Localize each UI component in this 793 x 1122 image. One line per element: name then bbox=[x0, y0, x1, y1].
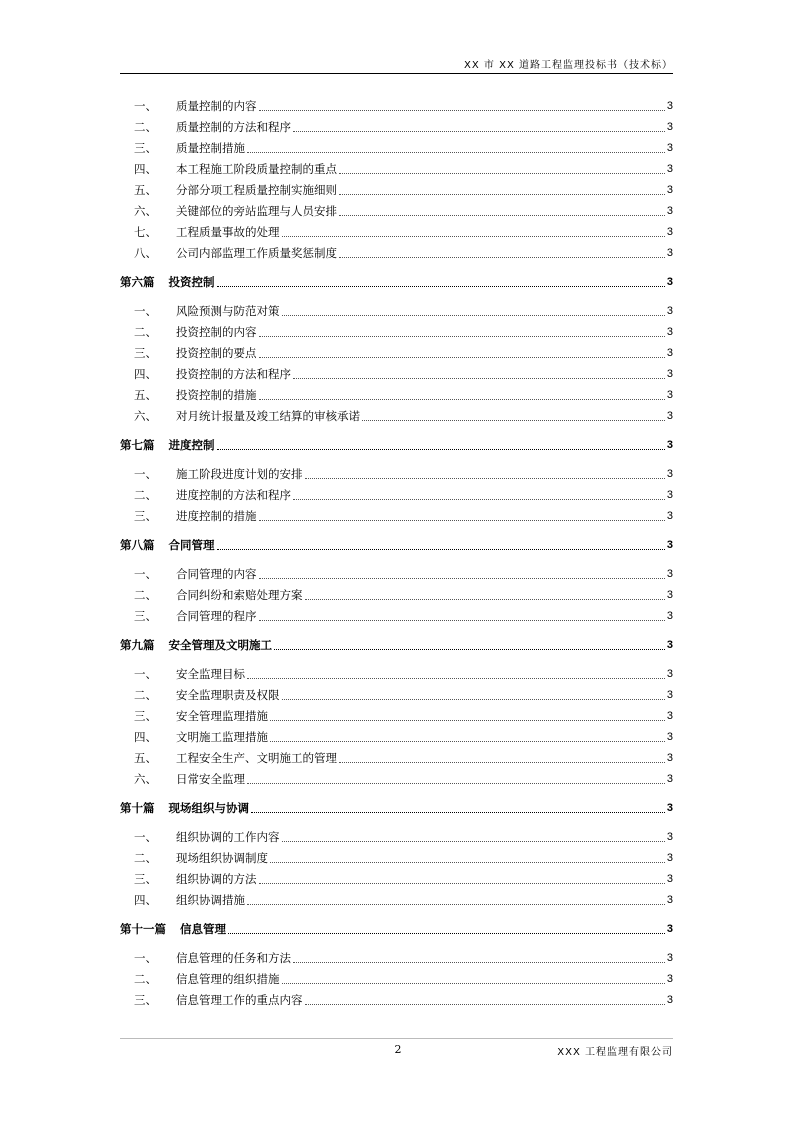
toc-entry-number: 四、 bbox=[134, 893, 157, 907]
toc-section-entry[interactable] bbox=[120, 406, 673, 427]
toc-entry-number: 三、 bbox=[134, 709, 157, 723]
toc-entry-title: 合同纠纷和索赔处理方案 bbox=[176, 588, 303, 602]
page-header-title: XX 市 XX 道路工程监理投标书（技术标） bbox=[464, 60, 673, 71]
toc-entry-page-number: 3 bbox=[666, 205, 673, 217]
toc-entry-number: 四、 bbox=[134, 367, 157, 381]
toc-entry-title: 投资控制的方法和程序 bbox=[176, 367, 291, 381]
toc-entry-title: 安全管理及文明施工 bbox=[168, 638, 272, 652]
toc-section-entry[interactable] bbox=[120, 485, 673, 506]
toc-entry-page-number: 3 bbox=[666, 994, 673, 1006]
toc-entry-title: 质量控制的内容 bbox=[176, 99, 257, 113]
toc-section-entry[interactable] bbox=[120, 769, 673, 790]
toc-entry-title: 合同管理的程序 bbox=[176, 609, 257, 623]
toc-entry-title: 质量控制措施 bbox=[176, 141, 245, 155]
toc-entry-title: 信息管理的任务和方法 bbox=[176, 951, 291, 965]
toc-entry-title: 日常安全监理 bbox=[176, 772, 245, 786]
toc-dot-leader bbox=[259, 109, 665, 111]
toc-entry-number: 五、 bbox=[134, 751, 157, 765]
toc-dot-leader bbox=[259, 519, 665, 521]
toc-entry-page-number: 3 bbox=[666, 752, 673, 764]
toc-entry-number: 二、 bbox=[134, 588, 157, 602]
toc-dot-leader bbox=[217, 285, 665, 287]
toc-entry-title: 合同管理的内容 bbox=[176, 567, 257, 581]
toc-entry-page-number: 3 bbox=[666, 852, 673, 864]
footer-rule bbox=[120, 1038, 673, 1039]
toc-chapter-entry[interactable] bbox=[120, 919, 673, 940]
toc-dot-leader bbox=[293, 377, 665, 379]
toc-dot-leader bbox=[339, 214, 665, 216]
toc-entry-title: 对月统计报量及竣工结算的审核承诺 bbox=[176, 409, 360, 423]
toc-dot-leader bbox=[270, 740, 665, 742]
toc-entry-title: 进度控制的方法和程序 bbox=[176, 488, 291, 502]
toc-dot-leader bbox=[259, 577, 665, 579]
toc-dot-leader bbox=[217, 548, 665, 550]
toc-entry-page-number: 3 bbox=[666, 389, 673, 401]
toc-section-entry[interactable] bbox=[120, 890, 673, 911]
footer-company-name: XXX 工程监理有限公司 bbox=[557, 1047, 673, 1058]
toc-entry-title: 组织协调措施 bbox=[176, 893, 245, 907]
toc-entry-page-number: 3 bbox=[666, 610, 673, 622]
toc-entry-title: 风险预测与防范对策 bbox=[176, 304, 280, 318]
toc-section-entry[interactable] bbox=[120, 117, 673, 138]
toc-entry-number: 三、 bbox=[134, 141, 157, 155]
toc-dot-leader bbox=[259, 619, 665, 621]
toc-entry-title: 组织协调的工作内容 bbox=[176, 830, 280, 844]
toc-chapter-entry[interactable] bbox=[120, 435, 673, 456]
toc-section-entry[interactable] bbox=[120, 869, 673, 890]
toc-entry-title: 文明施工监理措施 bbox=[176, 730, 268, 744]
toc-section-entry[interactable] bbox=[120, 506, 673, 527]
toc-entry-page-number: 3 bbox=[666, 305, 673, 317]
toc-entry-number: 第六篇 bbox=[120, 275, 155, 289]
toc-entry-page-number: 3 bbox=[666, 668, 673, 680]
header-rule bbox=[120, 73, 673, 74]
toc-section-entry[interactable] bbox=[120, 969, 673, 990]
toc-entry-page-number: 3 bbox=[666, 439, 673, 451]
toc-entry-title: 安全监理职责及权限 bbox=[176, 688, 280, 702]
toc-dot-leader bbox=[274, 648, 665, 650]
toc-entry-number: 第七篇 bbox=[120, 438, 155, 452]
toc-dot-leader bbox=[282, 235, 665, 237]
toc-entry-page-number: 3 bbox=[666, 802, 673, 814]
toc-entry-title: 关键部位的旁站监理与人员安排 bbox=[176, 204, 337, 218]
toc-entry-number: 四、 bbox=[134, 162, 157, 176]
toc-dot-leader bbox=[305, 1003, 665, 1005]
toc-section-entry[interactable] bbox=[120, 990, 673, 1011]
toc-entry-page-number: 3 bbox=[666, 568, 673, 580]
toc-entry-number: 一、 bbox=[134, 467, 157, 481]
toc-section-entry[interactable] bbox=[120, 727, 673, 748]
toc-entry-number: 六、 bbox=[134, 204, 157, 218]
toc-entry-number: 八、 bbox=[134, 246, 157, 260]
toc-entry-number: 二、 bbox=[134, 851, 157, 865]
toc-entry-number: 五、 bbox=[134, 183, 157, 197]
toc-entry-number: 五、 bbox=[134, 388, 157, 402]
toc-entry-page-number: 3 bbox=[666, 589, 673, 601]
toc-entry-page-number: 3 bbox=[666, 731, 673, 743]
toc-entry-number: 第九篇 bbox=[120, 638, 155, 652]
toc-section-entry[interactable] bbox=[120, 301, 673, 322]
toc-section-entry[interactable] bbox=[120, 138, 673, 159]
toc-entry-title: 投资控制 bbox=[168, 275, 215, 289]
toc-entry-title: 进度控制的措施 bbox=[176, 509, 257, 523]
toc-entry-title: 投资控制的措施 bbox=[176, 388, 257, 402]
toc-dot-leader bbox=[247, 151, 665, 153]
toc-section-entry[interactable] bbox=[120, 748, 673, 769]
toc-chapter-entry[interactable] bbox=[120, 798, 673, 819]
toc-entry-page-number: 3 bbox=[666, 973, 673, 985]
toc-dot-leader bbox=[339, 256, 665, 258]
toc-entry-page-number: 3 bbox=[666, 689, 673, 701]
toc-dot-leader bbox=[305, 598, 665, 600]
toc-entry-page-number: 3 bbox=[666, 489, 673, 501]
toc-entry-number: 第十篇 bbox=[120, 801, 155, 815]
toc-section-entry[interactable] bbox=[120, 564, 673, 585]
toc-entry-page-number: 3 bbox=[666, 831, 673, 843]
toc-dot-leader bbox=[247, 677, 665, 679]
toc-entry-page-number: 3 bbox=[666, 184, 673, 196]
toc-entry-page-number: 3 bbox=[666, 226, 673, 238]
toc-entry-title: 安全管理监理措施 bbox=[176, 709, 268, 723]
toc-dot-leader bbox=[339, 172, 665, 174]
toc-dot-leader bbox=[259, 398, 665, 400]
toc-section-entry[interactable] bbox=[120, 948, 673, 969]
toc-dot-leader bbox=[282, 314, 665, 316]
toc-dot-leader bbox=[293, 130, 665, 132]
toc-entry-number: 第八篇 bbox=[120, 538, 155, 552]
toc-entry-number: 三、 bbox=[134, 346, 157, 360]
toc-dot-leader bbox=[259, 335, 665, 337]
toc-dot-leader bbox=[305, 477, 665, 479]
toc-section-entry[interactable] bbox=[120, 848, 673, 869]
toc-entry-number: 三、 bbox=[134, 872, 157, 886]
toc-entry-title: 工程质量事故的处理 bbox=[176, 225, 280, 239]
toc-dot-leader bbox=[282, 840, 665, 842]
toc-entry-number: 三、 bbox=[134, 509, 157, 523]
toc-entry-number: 二、 bbox=[134, 488, 157, 502]
toc-entry-number: 六、 bbox=[134, 772, 157, 786]
toc-entry-title: 质量控制的方法和程序 bbox=[176, 120, 291, 134]
toc-entry-number: 一、 bbox=[134, 304, 157, 318]
toc-entry-page-number: 3 bbox=[666, 639, 673, 651]
toc-entry-number: 二、 bbox=[134, 120, 157, 134]
toc-section-entry[interactable] bbox=[120, 606, 673, 627]
toc-entry-title: 投资控制的要点 bbox=[176, 346, 257, 360]
toc-entry-page-number: 3 bbox=[666, 773, 673, 785]
toc-entry-number: 六、 bbox=[134, 409, 157, 423]
toc-entry-number: 二、 bbox=[134, 972, 157, 986]
toc-entry-page-number: 3 bbox=[666, 347, 673, 359]
toc-entry-page-number: 3 bbox=[666, 539, 673, 551]
toc-entry-page-number: 3 bbox=[666, 710, 673, 722]
toc-section-entry[interactable] bbox=[120, 364, 673, 385]
toc-section-entry[interactable] bbox=[120, 343, 673, 364]
toc-entry-number: 二、 bbox=[134, 688, 157, 702]
toc-entry-title: 施工阶段进度计划的安排 bbox=[176, 467, 303, 481]
toc-entry-number: 四、 bbox=[134, 730, 157, 744]
toc-entry-page-number: 3 bbox=[666, 510, 673, 522]
toc-section-entry[interactable] bbox=[120, 180, 673, 201]
toc-section-entry[interactable] bbox=[120, 243, 673, 264]
toc-entry-number: 第十一篇 bbox=[120, 922, 166, 936]
toc-entry-number: 一、 bbox=[134, 667, 157, 681]
toc-dot-leader bbox=[293, 498, 665, 500]
toc-entry-page-number: 3 bbox=[666, 410, 673, 422]
toc-section-entry[interactable] bbox=[120, 385, 673, 406]
toc-chapter-entry[interactable] bbox=[120, 272, 673, 293]
toc-entry-page-number: 3 bbox=[666, 923, 673, 935]
toc-entry-title: 进度控制 bbox=[168, 438, 215, 452]
toc-entry-page-number: 3 bbox=[666, 368, 673, 380]
toc-dot-leader bbox=[293, 961, 665, 963]
toc-section-entry[interactable] bbox=[120, 159, 673, 180]
toc-section-entry[interactable] bbox=[120, 664, 673, 685]
toc-entry-page-number: 3 bbox=[666, 276, 673, 288]
toc-entry-title: 本工程施工阶段质量控制的重点 bbox=[176, 162, 337, 176]
toc-dot-leader bbox=[339, 193, 665, 195]
toc-dot-leader bbox=[270, 861, 665, 863]
toc-entry-number: 一、 bbox=[134, 830, 157, 844]
toc-section-entry[interactable] bbox=[120, 96, 673, 117]
footer-page-number: 2 bbox=[394, 1043, 402, 1056]
toc-section-entry[interactable] bbox=[120, 827, 673, 848]
toc-chapter-entry[interactable] bbox=[120, 535, 673, 556]
toc-section-entry[interactable] bbox=[120, 706, 673, 727]
toc-entry-number: 三、 bbox=[134, 609, 157, 623]
toc-section-entry[interactable] bbox=[120, 322, 673, 343]
toc-entry-page-number: 3 bbox=[666, 326, 673, 338]
toc-entry-page-number: 3 bbox=[666, 873, 673, 885]
toc-entry-page-number: 3 bbox=[666, 952, 673, 964]
toc-dot-leader bbox=[251, 811, 665, 813]
toc-section-entry[interactable] bbox=[120, 585, 673, 606]
toc-entry-title: 合同管理 bbox=[168, 538, 215, 552]
toc-dot-leader bbox=[228, 932, 665, 934]
toc-chapter-entry[interactable] bbox=[120, 635, 673, 656]
toc-entry-page-number: 3 bbox=[666, 163, 673, 175]
toc-dot-leader bbox=[282, 982, 665, 984]
toc-dot-leader bbox=[217, 448, 665, 450]
toc-dot-leader bbox=[259, 882, 665, 884]
toc-entry-page-number: 3 bbox=[666, 121, 673, 133]
toc-entry-number: 一、 bbox=[134, 99, 157, 113]
toc-entry-number: 七、 bbox=[134, 225, 157, 239]
toc-dot-leader bbox=[247, 782, 665, 784]
toc-dot-leader bbox=[259, 356, 665, 358]
toc-entry-title: 工程安全生产、文明施工的管理 bbox=[176, 751, 337, 765]
toc-entry-number: 一、 bbox=[134, 951, 157, 965]
toc-section-entry[interactable] bbox=[120, 464, 673, 485]
toc-entry-title: 信息管理工作的重点内容 bbox=[176, 993, 303, 1007]
table-of-contents bbox=[120, 96, 673, 1011]
toc-entry-title: 投资控制的内容 bbox=[176, 325, 257, 339]
toc-dot-leader bbox=[339, 761, 665, 763]
toc-entry-number: 一、 bbox=[134, 567, 157, 581]
toc-entry-title: 公司内部监理工作质量奖惩制度 bbox=[176, 246, 337, 260]
toc-entry-title: 现场组织与协调 bbox=[168, 801, 249, 815]
toc-dot-leader bbox=[362, 419, 665, 421]
toc-dot-leader bbox=[282, 698, 665, 700]
toc-section-entry[interactable] bbox=[120, 201, 673, 222]
toc-entry-title: 分部分项工程质量控制实施细则 bbox=[176, 183, 337, 197]
toc-section-entry[interactable] bbox=[120, 222, 673, 243]
toc-dot-leader bbox=[247, 903, 665, 905]
toc-entry-page-number: 3 bbox=[666, 247, 673, 259]
toc-entry-page-number: 3 bbox=[666, 894, 673, 906]
toc-entry-number: 三、 bbox=[134, 993, 157, 1007]
toc-dot-leader bbox=[270, 719, 665, 721]
toc-entry-title: 安全监理目标 bbox=[176, 667, 245, 681]
toc-entry-page-number: 3 bbox=[666, 100, 673, 112]
toc-entry-page-number: 3 bbox=[666, 142, 673, 154]
toc-entry-title: 信息管理的组织措施 bbox=[176, 972, 280, 986]
toc-entry-title: 现场组织协调制度 bbox=[176, 851, 268, 865]
toc-entry-title: 组织协调的方法 bbox=[176, 872, 257, 886]
toc-entry-number: 二、 bbox=[134, 325, 157, 339]
toc-section-entry[interactable] bbox=[120, 685, 673, 706]
toc-entry-page-number: 3 bbox=[666, 468, 673, 480]
toc-entry-title: 信息管理 bbox=[180, 922, 226, 936]
